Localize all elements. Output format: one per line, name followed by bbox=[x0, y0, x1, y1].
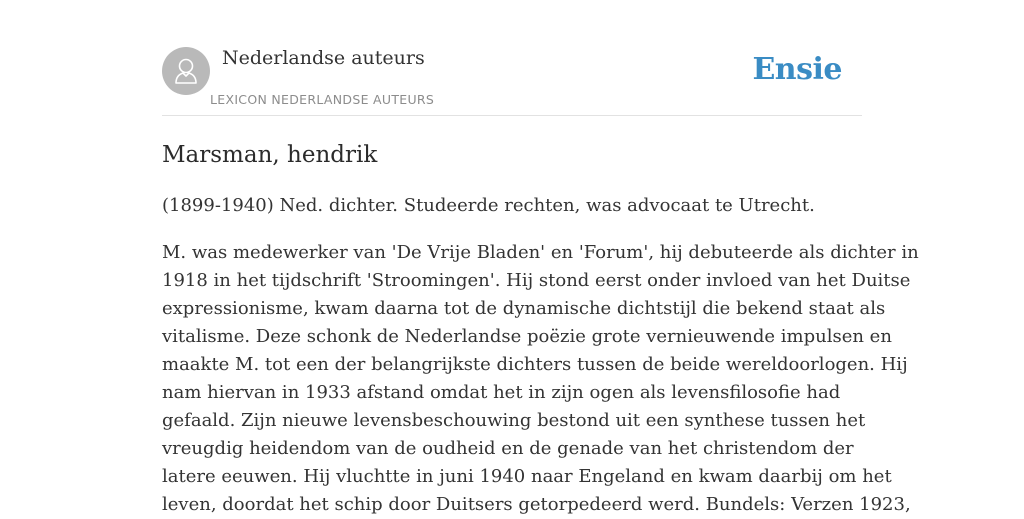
body-line: 1918 in het tijdschrift 'Stroomingen'. Hij stond eerst onder invloed van het Duitse bbox=[162, 270, 911, 291]
body-line: vitalisme. Deze schonk de Nederlandse poëzie grote vernieuwende impulsen en bbox=[162, 326, 892, 347]
header bbox=[162, 0, 862, 116]
body-line: latere eeuwen. Hij vluchtte in juni 1940 naar Engeland en kwam daarbij om het bbox=[162, 466, 892, 487]
article-title: Marsman, hendrik bbox=[162, 142, 378, 168]
article-body bbox=[162, 239, 919, 519]
user-avatar-icon[interactable] bbox=[162, 47, 210, 95]
article-intro: (1899-1940) Ned. dichter. Studeerde rechten, was advocaat te Utrecht. bbox=[162, 195, 815, 216]
body-line: maakte M. tot een der belangrijkste dichters tussen de beide wereldoorlogen. Hij bbox=[162, 354, 908, 375]
body-line: nam hiervan in 1933 afstand omdat het in zijn ogen als levensfilosofie had bbox=[162, 382, 841, 403]
category-label[interactable]: LEXICON NEDERLANDSE AUTEURS bbox=[210, 92, 435, 107]
body-line: leven, doordat het schip door Duitsers getorpedeerd werd. Bundels: Verzen 1923, bbox=[162, 494, 911, 515]
body-line: gefaald. Zijn nieuwe levensbeschouwing bestond uit een synthese tussen het bbox=[162, 410, 866, 431]
body-line: M. was medewerker van 'De Vrije Bladen' en 'Forum', hij debuteerde als dichter in bbox=[162, 242, 919, 263]
brand-logo[interactable]: Ensie bbox=[752, 52, 842, 87]
author-name[interactable]: Nederlandse auteurs bbox=[222, 47, 425, 69]
body-line: vreugdig heidendom van de oudheid en de genade van het christendom der bbox=[162, 438, 854, 459]
page bbox=[162, 0, 919, 515]
body-line: expressionisme, kwam daarna tot de dynamische dichtstijl die bekend staat als bbox=[162, 298, 886, 319]
